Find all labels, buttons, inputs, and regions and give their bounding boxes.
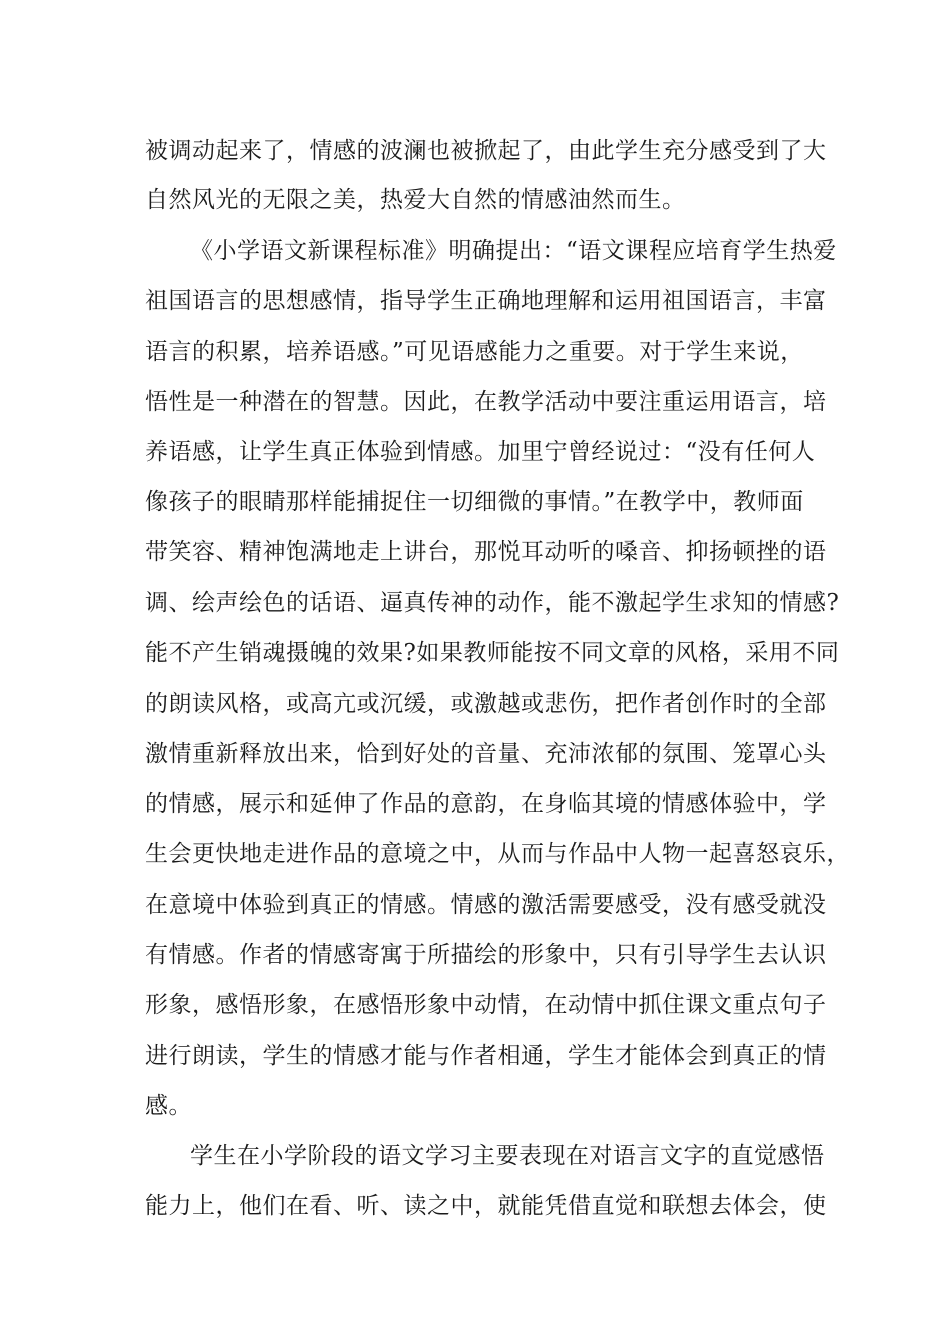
text-line: 的朗读风格，或高亢或沉缓，或激越或悲伤，把作者创作时的全部 [145,691,827,717]
text-line: 在意境中体验到真正的情感。情感的激活需要感受，没有感受就没 [145,892,827,918]
text-line: 的情感，展示和延伸了作品的意韵，在身临其境的情感体验中，学 [145,791,827,817]
text-line: 养语感，让学生真正体验到情感。加里宁曾经说过：“没有任何人 [145,439,816,465]
text-line: 带笑容、精神饱满地走上讲台，那悦耳动听的嗓音、抑扬顿挫的语 [145,539,827,565]
text-line: 自然风光的无限之美，热爱大自然的情感油然而生。 [145,187,686,213]
paragraph-first-line: 学生在小学阶段的语文学习主要表现在对语言文字的直觉感悟 [190,1143,825,1169]
text-line: 生会更快地走进作品的意境之中，从而与作品中人物一起喜怒哀乐， [145,841,850,867]
text-line: 调、绘声绘色的话语、逼真传神的动作，能不激起学生求知的情感? [145,590,840,616]
text-line: 激情重新释放出来，恰到好处的音量、充沛浓郁的氛围、笼罩心头 [145,741,827,767]
text-line: 形象，感悟形象，在感悟形象中动情，在动情中抓住课文重点句子 [145,992,827,1018]
text-line: 能不产生销魂摄魄的效果?如果教师能按不同文章的风格，采用不同 [145,640,840,666]
text-line: 被调动起来了，情感的波澜也被掀起了，由此学生充分感受到了大 [145,138,827,164]
paragraph-first-line: 《小学语文新课程标准》明确提出：“语文课程应培育学生热爱 [190,238,837,264]
text-line: 悟性是一种潜在的智慧。因此，在教学活动中要注重运用语言，培 [145,389,827,415]
text-line: 感。 [145,1093,192,1119]
text-line: 进行朗读，学生的情感才能与作者相通，学生才能体会到真正的情 [145,1043,827,1069]
text-line: 语言的积累，培养语感。”可见语感能力之重要。对于学生来说， [145,339,804,365]
text-line: 像孩子的眼睛那样能捕捉住一切细微的事情。”在教学中，教师面 [145,489,804,515]
text-line: 祖国语言的思想感情，指导学生正确地理解和运用祖国语言，丰富 [145,288,827,314]
text-line: 能力上，他们在看、听、读之中，就能凭借直觉和联想去体会，使 [145,1193,827,1219]
text-line: 有情感。作者的情感寄寓于所描绘的形象中，只有引导学生去认识 [145,942,827,968]
